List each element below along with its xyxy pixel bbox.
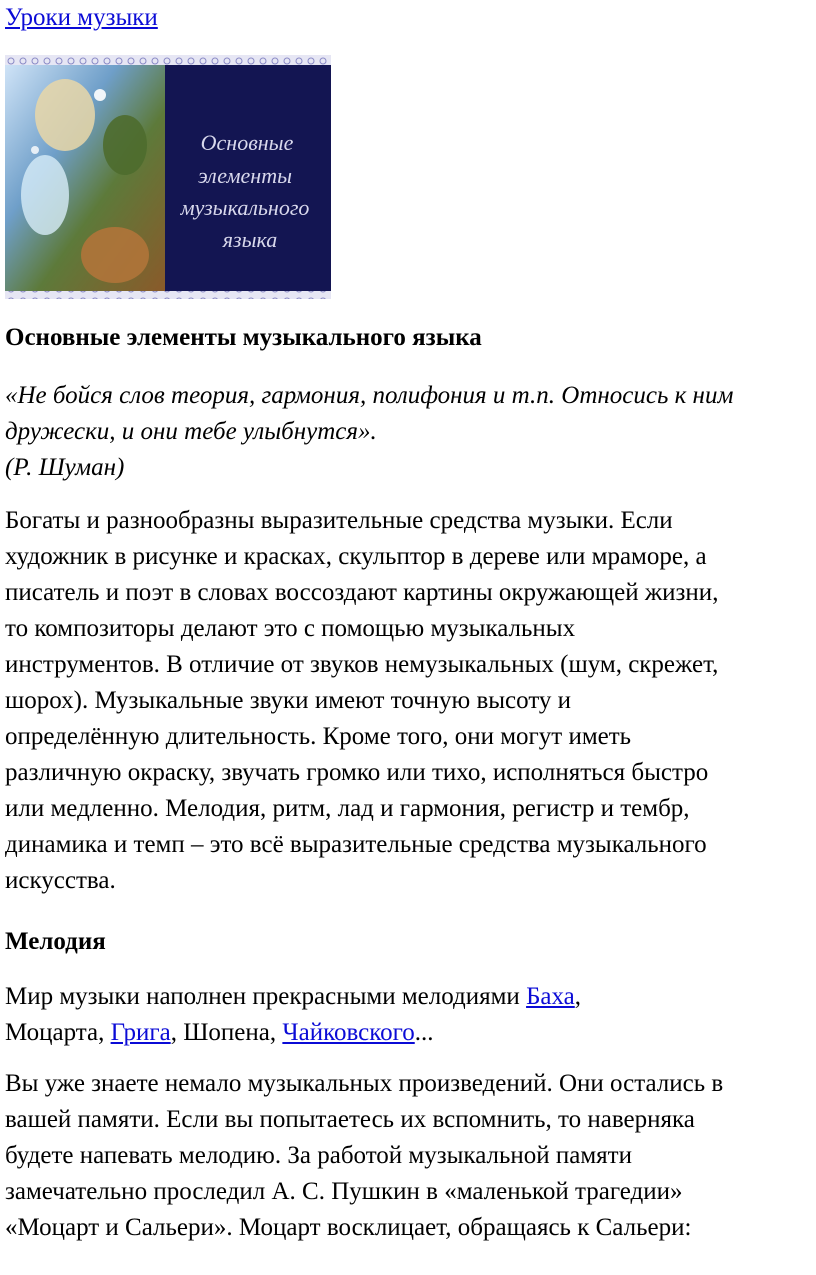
melody-line: будете напевать мелодию. За работой музыкальной памяти [5,1142,632,1169]
banner-line-1: Основные [200,130,294,155]
chopin-text: , Шопена, [170,1019,283,1046]
banner-line-4: языка [222,227,278,252]
quote-author: (Р. Шуман) [5,454,125,481]
composers-line-2 [5,1015,815,1051]
intro-line: то композиторы делают это с помощью музыкальных [5,615,576,642]
intro-line: писатель и поэт в словах воссоздают картины окружающей жизни, [5,579,719,606]
melody-heading: Мелодия [5,928,106,955]
melody-line: «Моцарт и Сальери». Моцарт восклицает, обращаясь к Сальери: [5,1214,692,1241]
quote-line-2: дружески, и они тебе улыбнутся». [5,418,377,445]
intro-line: различную окраску, звучать громко или тихо, исполняться быстро [5,759,709,786]
intro-line: динамика и темп – это всё выразительные средства музыкального [5,831,707,858]
intro-line: или медленно. Мелодия, ритм, лад и гармония, регистр и тембр, [5,795,690,822]
intro-line: шорох). Музыкальные звуки имеют точную высоту и [5,687,572,714]
epigraph-quote [5,378,815,486]
svg-text:Основные [201,130,294,155]
composers-paragraph [5,979,815,1051]
melody-paragraph [5,1066,815,1246]
grieg-link[interactable]: Грига [110,1019,171,1046]
music-lessons-link[interactable]: Уроки музыки [5,4,158,31]
tchaikovsky-link[interactable]: Чайковского [282,1019,415,1046]
intro-line: инструментов. В отличие от звуков немузыкальных (шум, скрежет, [5,651,719,678]
intro-line: определённую длительность. Кроме того, они могут иметь [5,723,632,750]
intro-line: художник в рисунке и красках, скульптор в дереве или мраморе, а [5,543,707,570]
ellipsis: ... [414,1019,434,1046]
melody-line: замечательно проследил А. С. Пушкин в «маленькой трагедии» [5,1178,683,1205]
intro-paragraph [5,503,815,899]
melody-line: Вы уже знаете немало музыкальных произведений. Они остались в [5,1070,724,1097]
composers-text: Мир музыки наполнен прекрасными мелодиями [5,983,527,1010]
bach-link[interactable]: Баха [526,983,575,1010]
mozart-text: Моцарта, [5,1019,111,1046]
svg-text:языка [222,227,277,252]
banner-line-3: музыкального [180,195,310,220]
melody-line: вашей памяти. Если вы попытаетесь их вспомнить, то наверняка [5,1106,695,1133]
banner-line-2: элементы [197,163,293,188]
svg-text:музыкального [180,195,310,220]
comma: , [574,983,582,1010]
quote-line-1: «Не бойся слов теория, гармония, полифония и т.п. Относись к ним [5,382,734,409]
svg-text:элементы [198,163,292,188]
intro-line: Богаты и разнообразны выразительные средства музыки. Если [5,507,673,534]
article-title: Основные элементы музыкального языка [5,324,482,351]
composers-line-1 [5,979,815,1015]
banner-illustration [5,55,331,299]
intro-line: искусства. [5,867,116,894]
banner-image [5,55,331,299]
